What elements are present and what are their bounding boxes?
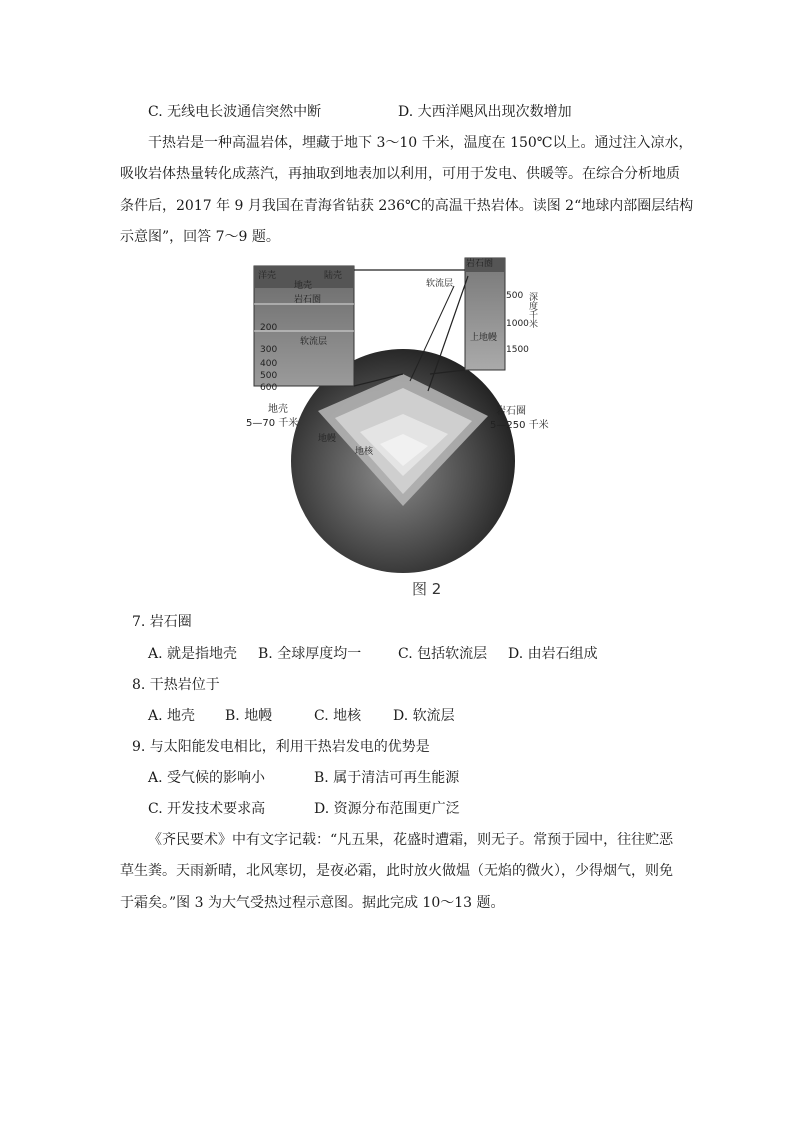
question-7-stem: 7. 岩石圈 — [132, 614, 192, 630]
label-depth-1000: 1000 — [506, 319, 529, 329]
label-crust-left-range: 5—70 千米 — [246, 418, 299, 429]
q7-option-c: C. 包括软流层 — [398, 646, 488, 662]
label-left-litho-small: 岩石圈 — [294, 295, 322, 305]
passage1-line-3: 条件后，2017 年 9 月我国在青海省钻获 236℃的高温干热岩体。读图 2“地球内部圈层结构 — [120, 198, 694, 214]
passage2-line-3: 于霜矣。”图 3 为大气受热过程示意图。据此完成 10～13 题。 — [120, 895, 505, 911]
q8-option-c: C. 地核 — [314, 708, 362, 724]
label-left-num-500: 500 — [260, 371, 278, 381]
figure-caption: 图 2 — [412, 580, 442, 598]
q9-option-c: C. 开发技术要求高 — [148, 801, 266, 817]
q9-option-b: B. 属于清洁可再生能源 — [314, 770, 460, 786]
label-depth-unit: 深度千米 — [527, 292, 537, 328]
right-block — [465, 258, 505, 370]
passage1-line-1: 干热岩是一种高温岩体，埋藏于地下 3～10 千米，温度在 150℃以上。通过注入凉水， — [148, 135, 693, 151]
q8-option-b: B. 地幔 — [225, 708, 273, 724]
passage1-line-4: 示意图”，回答 7～9 题。 — [120, 229, 280, 245]
question-8-stem: 8. 干热岩位于 — [132, 677, 220, 693]
label-top-litho: 岩石圈 — [466, 259, 494, 269]
label-left-num-300: 300 — [260, 345, 278, 355]
label-mantle: 地幔 — [318, 434, 337, 444]
label-left-asth-small: 软流层 — [300, 337, 328, 347]
label-depth-500: 500 — [506, 291, 524, 301]
label-upper-mantle: 上地幔 — [470, 333, 498, 343]
label-litho-right-range: 5—250 千米 — [490, 420, 549, 431]
q9-option-d: D. 资源分布范围更广泛 — [314, 801, 460, 817]
label-left-num-400: 400 — [260, 359, 278, 369]
label-left-crust-small: 地壳 — [294, 281, 313, 291]
earth-structure-figure — [240, 256, 560, 604]
q7-option-a: A. 就是指地壳 — [148, 646, 238, 662]
label-crust-left: 地壳 — [268, 404, 288, 415]
label-depth-1500: 1500 — [506, 345, 529, 355]
q8-option-a: A. 地壳 — [148, 708, 196, 724]
label-left-ocean: 洋壳 — [258, 271, 277, 281]
label-litho-right: 岩石圈 — [496, 406, 526, 417]
q7-option-d: D. 由岩石组成 — [508, 646, 598, 662]
label-core: 地核 — [355, 447, 374, 457]
label-left-top: 陆壳 — [324, 271, 343, 281]
question-9-stem: 9. 与太阳能发电相比，利用干热岩发电的优势是 — [132, 739, 430, 755]
passage2-line-1: 《齐民要术》中有文字记载：“凡五果，花盛时遭霜，则无子。常预于园中，往往贮恶 — [148, 832, 674, 848]
passage2-line-2: 草生粪。天雨新晴，北风寒切，是夜必霜，此时放火做煴（无焰的微火），少得烟气，则免 — [120, 863, 673, 879]
q7-option-b: B. 全球厚度均一 — [258, 646, 362, 662]
q9-option-a: A. 受气候的影响小 — [148, 770, 266, 786]
label-left-num-600: 600 — [260, 383, 278, 393]
q8-option-d: D. 软流层 — [393, 708, 455, 724]
option-c-prev: C. 无线电长波通信突然中断 — [148, 104, 322, 120]
label-asthenosphere: 软流层 — [426, 279, 454, 289]
passage1-line-2: 吸收岩体热量转化成蒸汽，再抽取到地表加以利用，可用于发电、供暖等。在综合分析地质 — [120, 166, 680, 182]
option-d-prev: D. 大西洋飓风出现次数增加 — [398, 104, 572, 120]
label-left-num-200: 200 — [260, 323, 278, 333]
